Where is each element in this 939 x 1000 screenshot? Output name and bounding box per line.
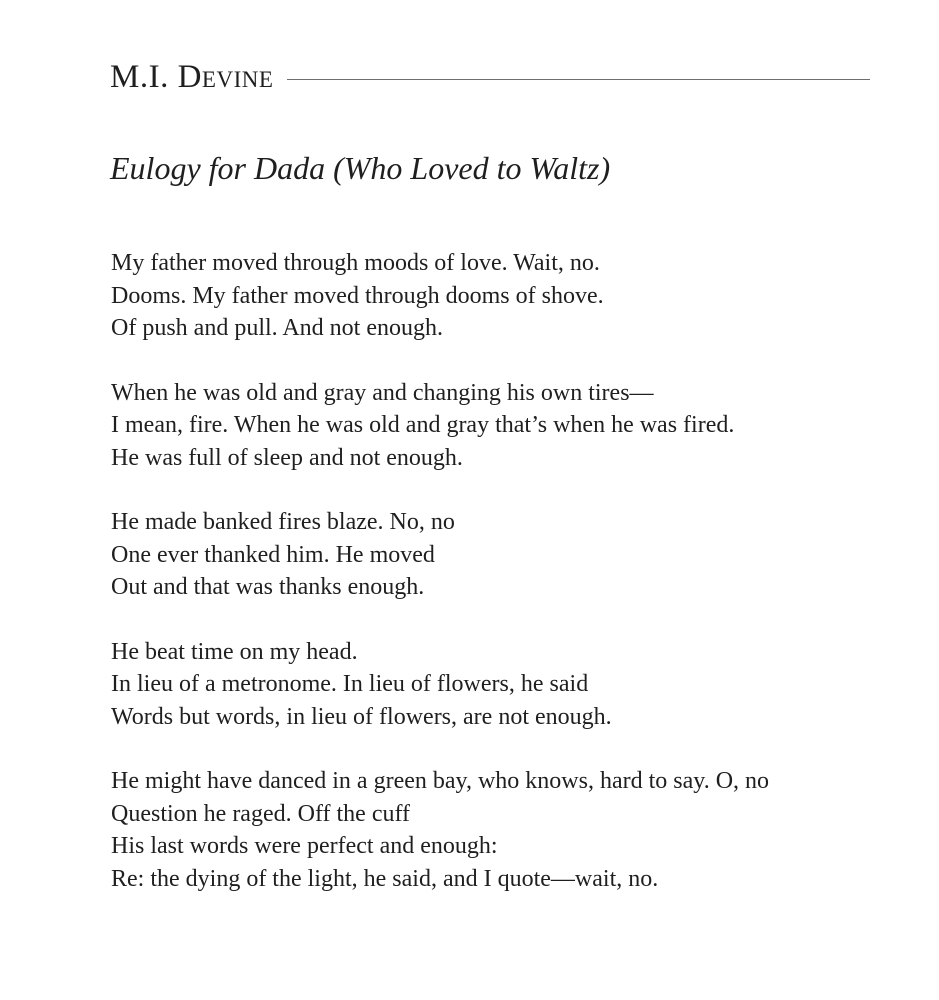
author-name: M.I. Devine [110, 58, 274, 95]
poem-body [111, 247, 921, 927]
poem-line: He was full of sleep and not enough. [111, 444, 463, 471]
poem-line: Of push and pull. And not enough. [111, 315, 443, 341]
header-rule [287, 79, 870, 80]
poem-title: Eulogy for Dada (Who Loved to Waltz) [110, 150, 611, 186]
page-header [110, 57, 870, 97]
stanza-5 [111, 765, 921, 895]
poem-line: He made banked fires blaze. No, no [111, 509, 455, 535]
poem-line: Question he raged. Off the cuff [111, 800, 411, 827]
stanza-1 [111, 247, 921, 345]
stanza-2 [111, 377, 921, 475]
poem-line: His last words were perfect and enough: [111, 833, 498, 859]
poem-line: I mean, fire. When he was old and gray that’s when he was fired. [111, 412, 735, 438]
poem-line: Re: the dying of the light, he said, and I quote—wait, no. [111, 865, 659, 892]
poem-line: He might have danced in a green bay, who knows, hard to say. O, no [111, 768, 770, 794]
poem-line: Words but words, in lieu of flowers, are not enough. [111, 703, 612, 730]
stanza-3 [111, 506, 921, 604]
poem-line: Out and that was thanks enough. [111, 574, 425, 600]
poem-line: One ever thanked him. He moved [111, 541, 435, 568]
poem-line: Dooms. My father moved through dooms of shove. [111, 282, 604, 309]
poem-line: When he was old and gray and changing his own tires— [111, 379, 654, 406]
poem-line: In lieu of a metronome. In lieu of flowers, he said [111, 671, 589, 697]
poem-line: My father moved through moods of love. Wait, no. [111, 250, 600, 276]
poem-line: He beat time on my head. [111, 638, 358, 665]
stanza-4 [111, 636, 921, 734]
